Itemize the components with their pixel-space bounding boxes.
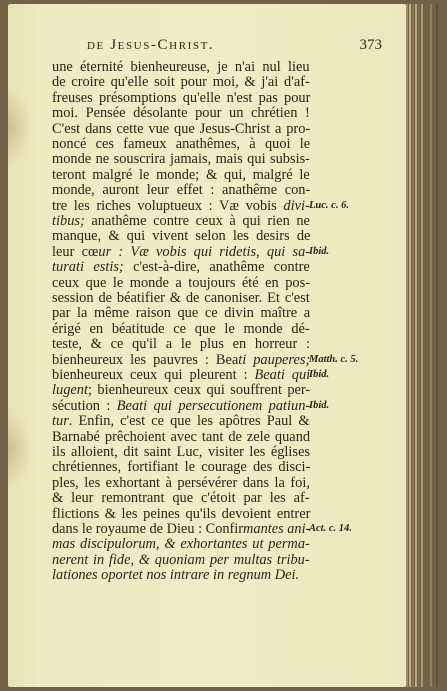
text-line: lationes oportet nos intrare in regnum Dei. (52, 567, 300, 584)
text-line: mas discipulorum, & exhortantes ut perma- (52, 536, 310, 553)
margin-reference: Ibid. (309, 369, 330, 380)
text-line: tibus; anathême contre ceux à qui rien ne (52, 213, 310, 229)
text-line: turati estis; c'est-à-dire, anathême contre (52, 259, 310, 276)
text-line: noncé ces fameux anathêmes, à quoi le (52, 136, 311, 152)
text-line: C'est dans cette vue que Jesus-Christ a pro- (52, 120, 311, 137)
margin-reference: Ibid. (309, 245, 330, 257)
text-line: freuses présomptions qu'elle n'est pas pour (52, 89, 311, 106)
text-line: tre les riches voluptueux : Væ vobis divi- (52, 197, 310, 214)
margin-reference: Matth. c. 5. (309, 353, 359, 365)
text-line: de croire qu'elle soit pour moi, & j'ai d'af- (52, 74, 310, 91)
page-edges (406, 4, 447, 687)
text-line: une éternité bienheureuse, je n'ai nul lieu (52, 59, 310, 75)
text-line: teront malgré le monde; & qui, malgré le (52, 166, 310, 183)
page-stain (8, 414, 30, 484)
text-line: par la même raison que ce divin maître a (52, 305, 311, 322)
page-number: 373 (359, 37, 382, 53)
running-head: de Jesus-Christ. (87, 37, 215, 53)
text-line: teste, & ce qu'il a le plus en horreur : (52, 336, 310, 353)
text-line: Barnabé prêchoient avec tant de zele quand (52, 428, 311, 445)
text-line: lugent; bienheureux ceux qui souffrent per- (52, 382, 311, 399)
text-line: moi. Pensée désolante pour un chrétien ! (52, 105, 310, 122)
page-stain (8, 92, 30, 162)
margin-reference: Act. c. 14. (309, 523, 352, 534)
text-line: ples, les exhortant à persévérer dans la foi, (52, 474, 310, 491)
text-line: ceux que le monde a toujours été en pos- (52, 274, 311, 291)
text-line: bienheureux ceux qui pleurent : Beati qui (52, 367, 311, 383)
text-line: érigé en béatitude ce que le monde dé- (52, 320, 310, 337)
text-line: nerent in fide, & quoniam per multas tribu- (52, 551, 310, 568)
text-line: manque, & qui vivent selon les desirs de (52, 228, 311, 245)
page-header (52, 37, 382, 59)
text-line: tur. Enfin, c'est ce que les apôtres Paul & (52, 413, 310, 430)
text-line: & leur remontrant que c'étoit par les af- (52, 490, 310, 507)
margin-reference: Luc. c. 6. (309, 199, 349, 211)
text-line: bienheureux les pauvres : Beati pauperes; (52, 351, 311, 368)
text-line: leur cœur : Væ vobis qui ridetis, qui sa- (52, 243, 311, 260)
text-line: flictions & les peines qu'ils devoient entrer (52, 505, 311, 522)
text-line: monde, auront leur effet : anathême con- (52, 182, 311, 199)
text-line: sécution : Beati qui persecutionem patiun- (52, 397, 311, 414)
text-line: ils alloient, dit saint Luc, visiter les églises (52, 444, 311, 460)
text-line: dans le royaume de Dieu : Confirmantes ani- (52, 521, 311, 537)
margin-reference: Ibid. (309, 399, 330, 411)
text-line: monde ne souscrira jamais, mais qui subsis- (52, 151, 310, 168)
text-line: chrétiennes, fortifiant le courage des disci- (52, 459, 311, 476)
text-line: session de béatifier & de canoniser. Et c'est (52, 290, 310, 306)
